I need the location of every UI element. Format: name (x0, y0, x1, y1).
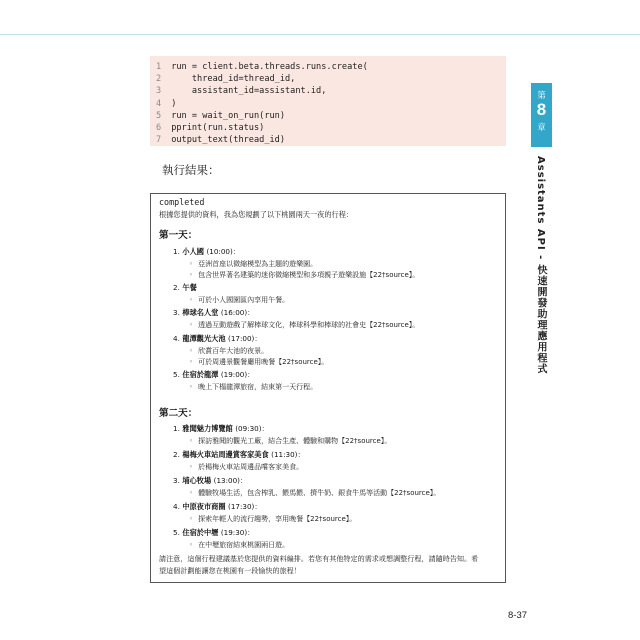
itinerary-bullet: ◦ 體驗牧場生活，包含榨乳、餵馬餵、擠牛奶、銀食牛馬等活動【22†source】。 (189, 488, 440, 498)
top-rule (0, 34, 640, 35)
itinerary-bullet: ◦ 亞洲首座以微縮模型為主題的遊樂園。 (189, 259, 317, 269)
itinerary-item-title: 5. 住宿於龍潭 (19:00)： (173, 370, 255, 379)
day-heading: 第一天： (159, 230, 198, 241)
day-heading: 第二天： (159, 408, 198, 419)
itinerary-bullet: ◦ 可於周邊景觀餐廳用晚餐【22†source】。 (189, 357, 328, 367)
code-line: 4 ) (156, 98, 177, 109)
itinerary-bullet: ◦ 晚上下榻龍潭旅宿，結束第一天行程。 (189, 382, 317, 392)
code-line: 7 output_text(thread_id) (156, 135, 286, 146)
itinerary-item-title: 5. 住宿於中壢 (19:30)： (173, 528, 255, 537)
code-line: 5 run = wait_on_run(run) (156, 110, 286, 121)
itinerary-item-title: 2. 午餐 (173, 283, 197, 292)
code-line: 1 run = client.beta.threads.runs.create( (156, 62, 368, 72)
itinerary-bullet: ◦ 透過互動遊戲了解棒球文化，棒球科學和棒球的社會史【22†source】。 (189, 320, 419, 330)
intro-text: 根據您提供的資料，我為您規劃了以下桃園兩天一夜的行程： (159, 210, 354, 219)
chapter-number: 8 (536, 100, 547, 119)
itinerary-item-title: 4. 中原夜市商圈 (17:30)： (173, 502, 262, 511)
itinerary-item-title: 3. 棒球名人堂 (16:00)： (173, 308, 255, 317)
itinerary-item-title: 2. 楊梅火車站周邊賞客家美食 (11:30)： (173, 450, 305, 459)
itinerary-bullet: ◦ 包含世界著名建築的迷你微縮模型和多項親子遊樂設施【22†source】。 (189, 270, 419, 280)
output-box (150, 193, 506, 583)
chapter-suffix: 章 (537, 123, 546, 133)
code-line: 6 pprint(run.status) (156, 123, 265, 134)
itinerary-bullet: ◦ 探索年輕人的流行趨勢，享用晚餐【22†source】。 (189, 514, 356, 524)
itinerary-bullet: ◦ 欣賞百年大池的夜景。 (189, 346, 268, 356)
page-number: 8-37 (508, 610, 528, 621)
itinerary-item-title: 1. 雅聞魅力博覽館 (09:30)： (173, 424, 269, 433)
status-output: completed (159, 197, 205, 207)
itinerary-item-title: 1. 小人國 (10:00)： (173, 247, 240, 256)
outro-line: 請注意，這個行程建議基於您提供的資料編排。若您有其他特定的需求或想調整行程，請隨時告知。希 (159, 554, 479, 563)
code-line: 3 assistant_id=assistant.id, (156, 86, 327, 97)
chapter-title: Assistants API - 快速開發助理應用程式 (535, 156, 546, 375)
itinerary-bullet: ◦ 可於小人國園區內享用午餐。 (189, 295, 289, 305)
outro-text (159, 553, 499, 576)
itinerary-bullet: ◦ 探訪雅聞的觀光工廠，結合生產、體驗和購物【22†source】。 (189, 436, 391, 446)
chapter-tab (531, 83, 552, 147)
chapter-prefix: 第 (537, 91, 546, 101)
itinerary-item-title: 4. 龍潭觀光大池 (17:00)： (173, 334, 262, 343)
itinerary-item-title: 3. 埔心牧場 (13:00)： (173, 476, 248, 485)
result-label: 執行結果： (162, 163, 220, 177)
code-line: 2 thread_id=thread_id, (156, 74, 296, 85)
itinerary-bullet: ◦ 在中壢旅宿結束桃園兩日遊。 (189, 540, 289, 550)
code-block (150, 56, 506, 146)
outro-line: 望這個計劃能讓您在桃園有一段愉快的旅程！ (159, 565, 301, 575)
itinerary-bullet: ◦ 於楊梅火車站周邊品嚐客家美食。 (189, 462, 303, 472)
